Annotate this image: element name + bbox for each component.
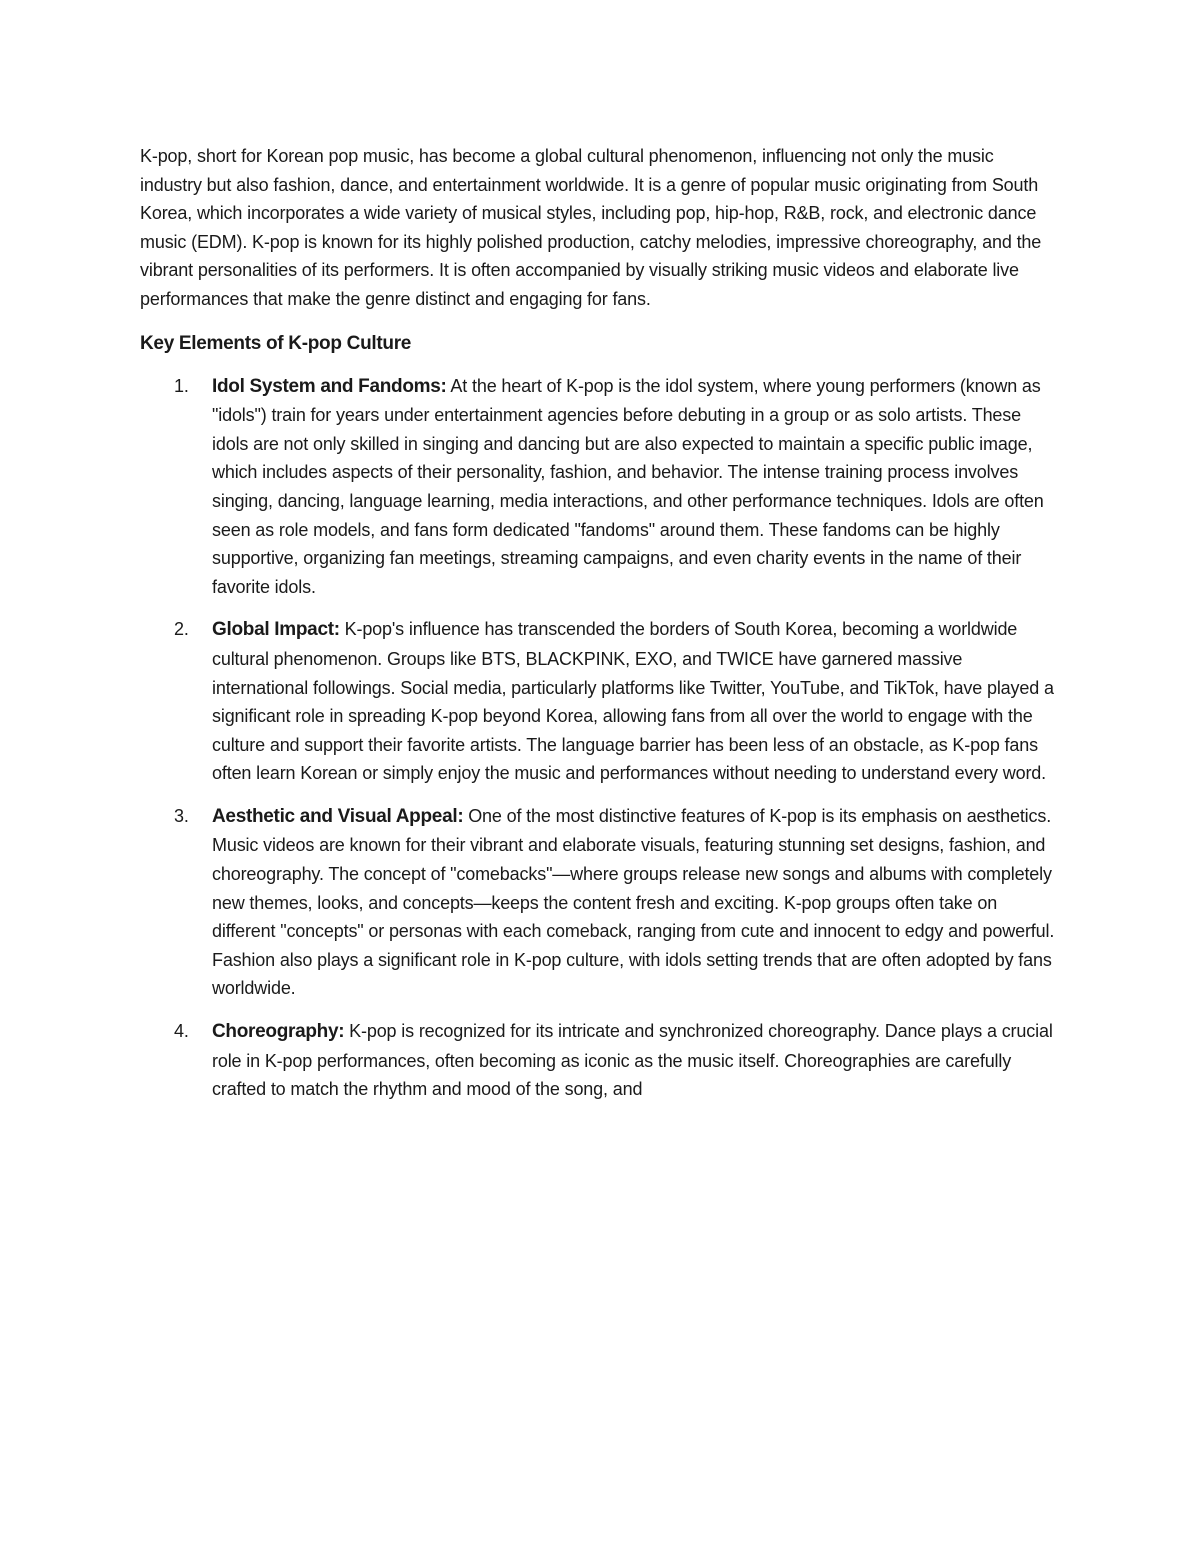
list-item-number: 1. xyxy=(174,375,189,396)
list-item xyxy=(140,802,1060,1003)
list-item-text: K-pop is recognized for its intricate and synchronized choreography. Dance plays a crucial role in K-pop performances, often becoming as iconic as the music itself. Choreographies are carefully crafted to match the rhythm and mood of the song, and xyxy=(212,1021,1053,1100)
list-item xyxy=(140,372,1060,602)
list-item-number: 3. xyxy=(174,805,189,826)
list-item-term: Choreography xyxy=(212,1021,339,1043)
section-heading: Key Elements of K-pop Culture xyxy=(140,332,412,354)
intro-paragraph: K-pop, short for Korean pop music, has become a global cultural phenomenon, influencing not only the music industry but also fashion, dance, and entertainment worldwide. It is a genre of popular music originating from South Korea, which incorporates a wide variety of musical styles, including pop, hip-hop, R&B, rock, and electronic dance music (EDM). K-pop is known for its highly polished production, catchy melodies, impressive choreography, and the vibrant personalities of its performers. It is often accompanied by visually striking music videos and elaborate live performances that make the genre distinct and engaging for fans. xyxy=(140,146,1042,309)
numbered-list xyxy=(140,372,1060,1104)
list-item-colon: : xyxy=(440,375,447,397)
list-item xyxy=(140,1017,1060,1104)
document-body xyxy=(140,142,1060,1118)
list-item-text: K-pop's influence has transcended the borders of South Korea, becoming a worldwide cultural phenomenon. Groups like BTS, BLACKPINK, EXO, and TWICE have garnered massive international followings. Social media, particularly platforms like Twitter, YouTube, and TikTok, have played a significant role in spreading K-pop beyond Korea, allowing fans from all over the world to engage with the culture and support their favorite artists. The language barrier has been less of an obstacle, as K-pop fans often learn Korean or simply enjoy the music and performances without needing to understand every word. xyxy=(212,619,1054,784)
list-item-term: Global Impact xyxy=(212,619,334,641)
list-item-text: One of the most distinctive features of K-pop is its emphasis on aesthetics. Music videos are known for their vibrant and elaborate visuals, featuring stunning set designs, fashion, and choreography. The concept of "comebacks"—where groups release new songs and albums with completely new themes, looks, and concepts—keeps the content fresh and exciting. K-pop groups often take on different "concepts" or personas with each comeback, ranging from cute and innocent to edgy and powerful. Fashion also plays a significant role in K-pop culture, with idols setting trends that are often adopted by fans worldwide. xyxy=(212,805,1055,999)
list-item-colon: : xyxy=(457,805,464,827)
list-item-colon: : xyxy=(333,619,340,641)
list-item-number: 4. xyxy=(174,1021,189,1042)
list-item-term: Idol System and Fandoms xyxy=(212,375,441,397)
list-item-term: Aesthetic and Visual Appeal xyxy=(212,805,458,827)
list-item xyxy=(140,615,1060,788)
list-item-text: At the heart of K-pop is the idol system, where young performers (known as "idols") train for years under entertainment agencies before debuting in a group or as solo artists. These idols are not only skilled in singing and dancing but are also expected to maintain a specific public image, which includes aspects of their personality, fashion, and behavior. The intense training process involves singing, dancing, language learning, media interactions, and other performance techniques. Idols are often seen as role models, and fans form dedicated "fandoms" around them. These fandoms can be highly supportive, organizing fan meetings, streaming campaigns, and even charity events in the name of their favorite idols. xyxy=(212,375,1044,597)
list-item-number: 2. xyxy=(174,619,189,640)
list-item-colon: : xyxy=(338,1021,345,1043)
